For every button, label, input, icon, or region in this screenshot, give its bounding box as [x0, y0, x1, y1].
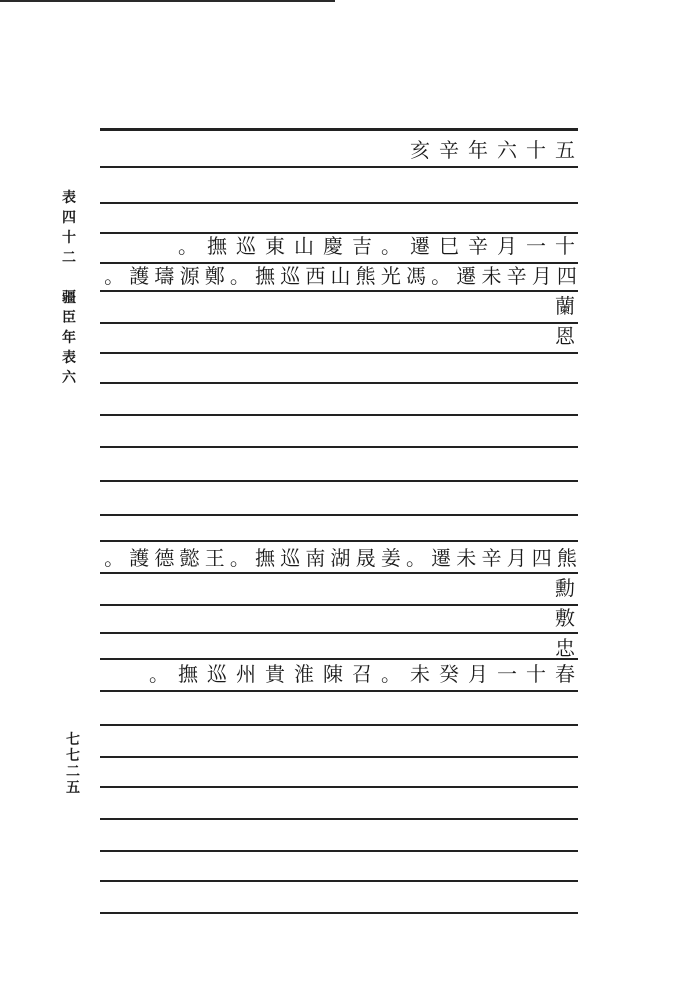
table-cell-char: 山	[294, 234, 314, 258]
table-rule	[100, 850, 578, 852]
table-rule	[100, 756, 578, 758]
page-number-char: 二	[66, 764, 80, 780]
table-cell-char: 鄭	[204, 264, 225, 288]
title-char: 疆	[62, 290, 76, 306]
table-cell-char: 西	[305, 264, 326, 288]
table-cell-char: 南	[305, 546, 326, 570]
table-row	[100, 574, 578, 602]
table-cell-char: 敷	[555, 606, 575, 630]
table-cell-char: 忠	[555, 636, 575, 660]
table-cell-char: 山	[330, 264, 351, 288]
table-cell-char: 撫	[255, 264, 276, 288]
table-cell-char: 。	[405, 546, 426, 570]
table-cell-char: 巡	[280, 546, 301, 570]
table-cell-char: 晟	[355, 546, 376, 570]
table-cell-char: 巳	[439, 234, 459, 258]
table-cell-char: 。	[229, 546, 250, 570]
table-cell-char: 熊	[355, 264, 376, 288]
table-row	[100, 232, 578, 260]
table-cell-char: 春	[555, 662, 575, 686]
table-cell-char: 湖	[330, 546, 351, 570]
table-cell-char: 。	[381, 234, 401, 258]
table-cell-char: 月	[468, 662, 488, 686]
table-row	[100, 634, 578, 662]
title-char: 表	[62, 350, 76, 366]
table-cell-char: 州	[236, 662, 256, 686]
table-cell-char: 德	[154, 546, 175, 570]
table-cell-char: 淮	[294, 662, 314, 686]
table-cell-char: 。	[229, 264, 250, 288]
table-cell-char: 巡	[207, 662, 227, 686]
chapter-char: 表	[62, 190, 76, 206]
table-cell-char: 。	[149, 662, 169, 686]
table-cell-char: 遷	[456, 264, 477, 288]
chapter-char: 四	[62, 210, 76, 226]
table-cell-char: 月	[531, 264, 552, 288]
page-number-char: 五	[66, 780, 80, 796]
table-row	[100, 660, 578, 688]
table-cell-char: 遷	[431, 546, 452, 570]
table-cell-char: 陳	[323, 662, 343, 686]
table-cell-char: 四	[556, 264, 577, 288]
table-row	[100, 322, 578, 350]
table-cell-char: 馮	[405, 264, 426, 288]
table-cell-char: 月	[497, 234, 517, 258]
table-cell-char: 璹	[154, 264, 175, 288]
table-cell-char: 貴	[265, 662, 285, 686]
table-cell-char: 十	[526, 138, 546, 162]
table-cell-char: 勳	[555, 576, 575, 600]
chapter-char: 二	[62, 250, 76, 266]
table-cell-char: 五	[555, 138, 575, 162]
table-rule	[100, 414, 578, 416]
page-number-char: 七	[66, 748, 80, 764]
table-rule	[100, 352, 578, 354]
table-row	[100, 604, 578, 632]
table-rule	[100, 480, 578, 482]
table-cell-char: 亥	[410, 138, 430, 162]
table-cell-char: 一	[497, 662, 517, 686]
table-cell-char: 一	[526, 234, 546, 258]
table-row	[100, 136, 578, 164]
table-cell-char: 辛	[506, 264, 527, 288]
table-rule	[100, 128, 578, 131]
table-row	[100, 292, 578, 320]
table-cell-char: 撫	[255, 546, 276, 570]
table-cell-char: 懿	[179, 546, 200, 570]
table-cell-char: 光	[380, 264, 401, 288]
table-cell-char: 。	[431, 264, 452, 288]
table-cell-char: 月	[506, 546, 527, 570]
chapter-char: 十	[62, 230, 76, 246]
table-rule	[100, 166, 578, 168]
table-cell-char: 王	[204, 546, 225, 570]
table-cell-char: 東	[265, 234, 285, 258]
table-cell-char: 十	[555, 234, 575, 258]
table-rule	[100, 202, 578, 204]
table-rule	[100, 818, 578, 820]
table-rule	[100, 382, 578, 384]
table-cell-char: 吉	[352, 234, 372, 258]
table-cell-char: 恩	[555, 324, 575, 348]
table-cell-char: 辛	[481, 546, 502, 570]
table-row	[100, 262, 578, 290]
table-cell-char: 撫	[178, 662, 198, 686]
table-cell-char: 。	[104, 546, 125, 570]
table-cell-char: 源	[179, 264, 200, 288]
table-cell-char: 十	[526, 662, 546, 686]
table-cell-char: 蘭	[555, 294, 575, 318]
table-cell-char: 熊	[556, 546, 577, 570]
table-rule	[100, 540, 578, 542]
table-rule	[100, 880, 578, 882]
table-cell-char: 。	[178, 234, 198, 258]
table-cell-char: 巡	[236, 234, 256, 258]
table-rule	[100, 912, 578, 914]
table-cell-char: 撫	[207, 234, 227, 258]
table-cell-char: 巡	[280, 264, 301, 288]
table-cell-char: 姜	[380, 546, 401, 570]
title-char: 年	[62, 330, 76, 346]
table-cell-char: 召	[352, 662, 372, 686]
title-char: 六	[62, 370, 76, 386]
table-cell-char: 護	[129, 264, 150, 288]
table-rule	[100, 446, 578, 448]
table-cell-char: 。	[381, 662, 401, 686]
table-cell-char: 慶	[323, 234, 343, 258]
table-cell-char: 護	[129, 546, 150, 570]
table-cell-char: 未	[410, 662, 430, 686]
page-number-char: 七	[66, 732, 80, 748]
table-cell-char: 未	[481, 264, 502, 288]
table-cell-char: 年	[468, 138, 488, 162]
table-rule	[100, 724, 578, 726]
table-cell-char: 四	[531, 546, 552, 570]
table-rule	[100, 690, 578, 692]
table-rule	[100, 514, 578, 516]
table-cell-char: 。	[104, 264, 125, 288]
title-char: 臣	[62, 310, 76, 326]
table-cell-char: 辛	[439, 138, 459, 162]
table-cell-char: 未	[456, 546, 477, 570]
table-cell-char: 癸	[439, 662, 459, 686]
table-cell-char: 六	[497, 138, 517, 162]
table-row	[100, 544, 578, 572]
table-cell-char: 辛	[468, 234, 488, 258]
table-cell-char: 遷	[410, 234, 430, 258]
table-rule	[100, 786, 578, 788]
